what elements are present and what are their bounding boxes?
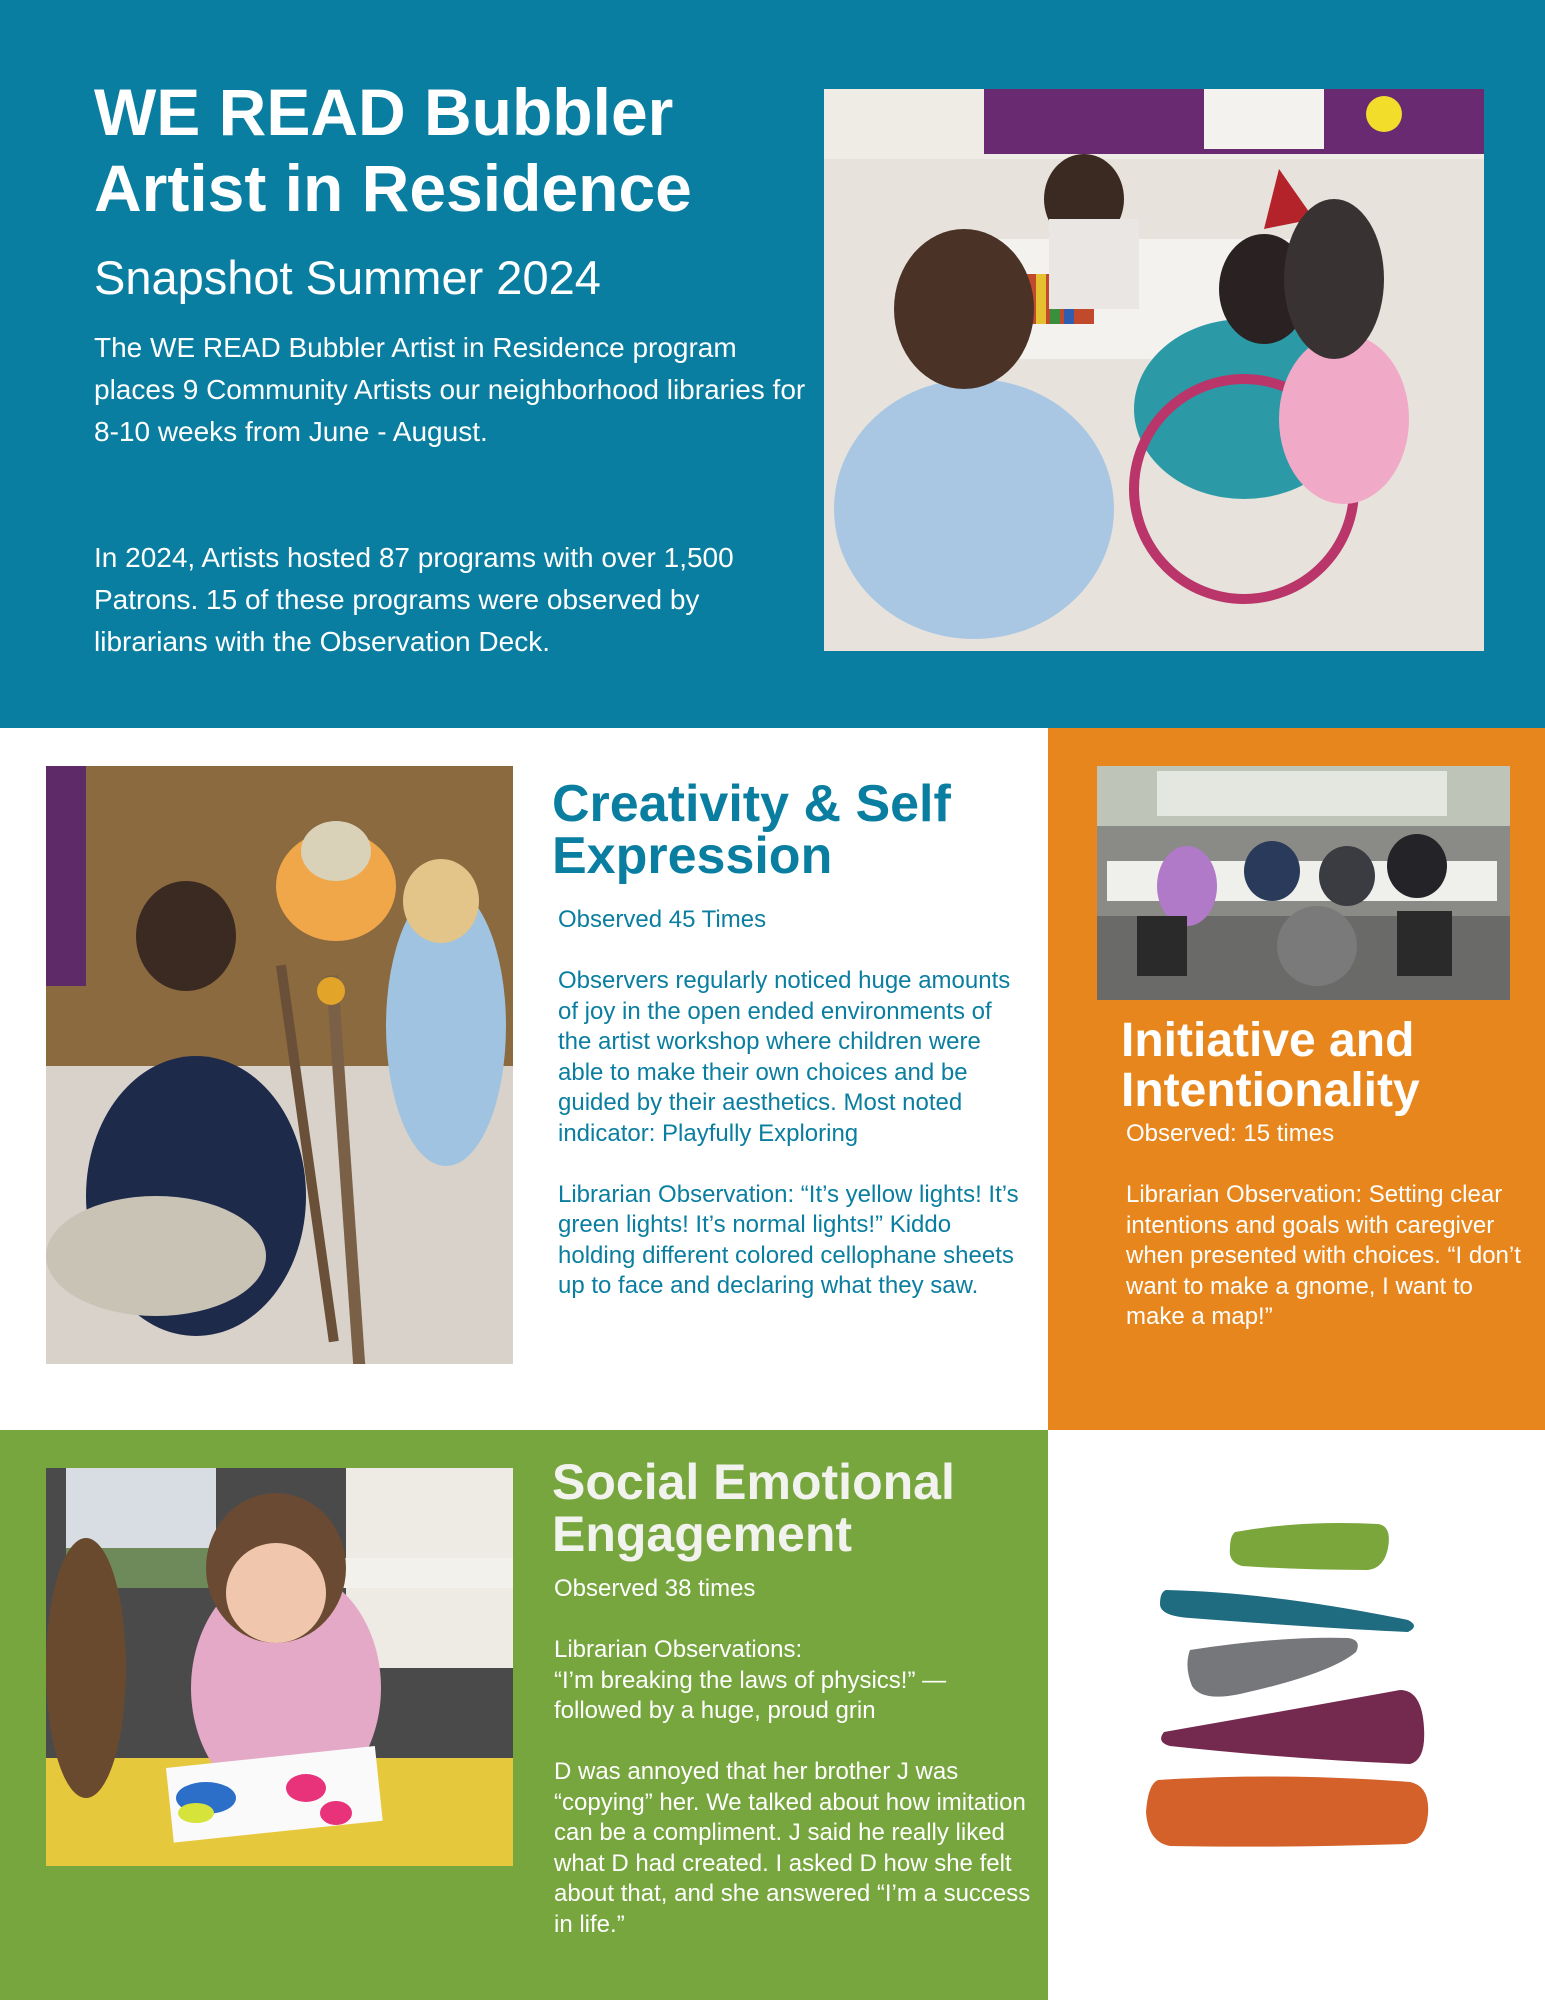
section-body-initiative: Observed: 15 times Librarian Observation: Setting clear intentions and goals with caregiver when presented with choices. “I don’t want to make a gnome, I want to make a map!”: [1126, 1120, 1521, 1330]
section-title-social: Social Emotional Engagement: [552, 1454, 955, 1562]
section-title-initiative: Initiative and Intentionality: [1121, 1014, 1420, 1117]
intro-paragraph: The WE READ Bubbler Artist in Residence program places 9 Community Artists our neighborhood libraries for 8-10 weeks from June - August.: [94, 332, 806, 447]
page-title: WE READ Bubbler Artist in Residence: [94, 75, 692, 225]
social-photo: [46, 1468, 513, 1866]
section-title-creativity: Creativity & Self Expression: [552, 775, 951, 885]
initiative-photo: [1097, 766, 1510, 1000]
section-body-creativity: Observed 45 Times Observers regularly noticed huge amounts of joy in the open ended environments of the artist workshop where children were able to make their own choices and be guided by their aesthetics. Most noted indicator: Playfully Exploring Librarian Observation: “It’s yellow lights! It’s green lights! It’s normal lights!” Kiddo holding different colored cellophane sheets up to face and declaring what they saw.: [558, 906, 1019, 1299]
stacked-stones-logo-icon: [1130, 1510, 1450, 1870]
section-body-social: Observed 38 times Librarian Observations: “I’m breaking the laws of physics!” — followed by a huge, proud grin D was annoyed that her brother J was “copying” her. We talked about how imitation can be a compliment. J said he really liked what D had created. I asked D how she felt about that, and she answered “I’m a success in life.”: [554, 1575, 1031, 1938]
intro-paragraph-stats: In 2024, Artists hosted 87 programs with over 1,500 Patrons. 15 of these programs were observed by librarians with the Observation Deck.: [94, 542, 734, 657]
hero-photo: [824, 89, 1484, 651]
page-subtitle: Snapshot Summer 2024: [94, 251, 601, 304]
creativity-photo: [46, 766, 513, 1364]
